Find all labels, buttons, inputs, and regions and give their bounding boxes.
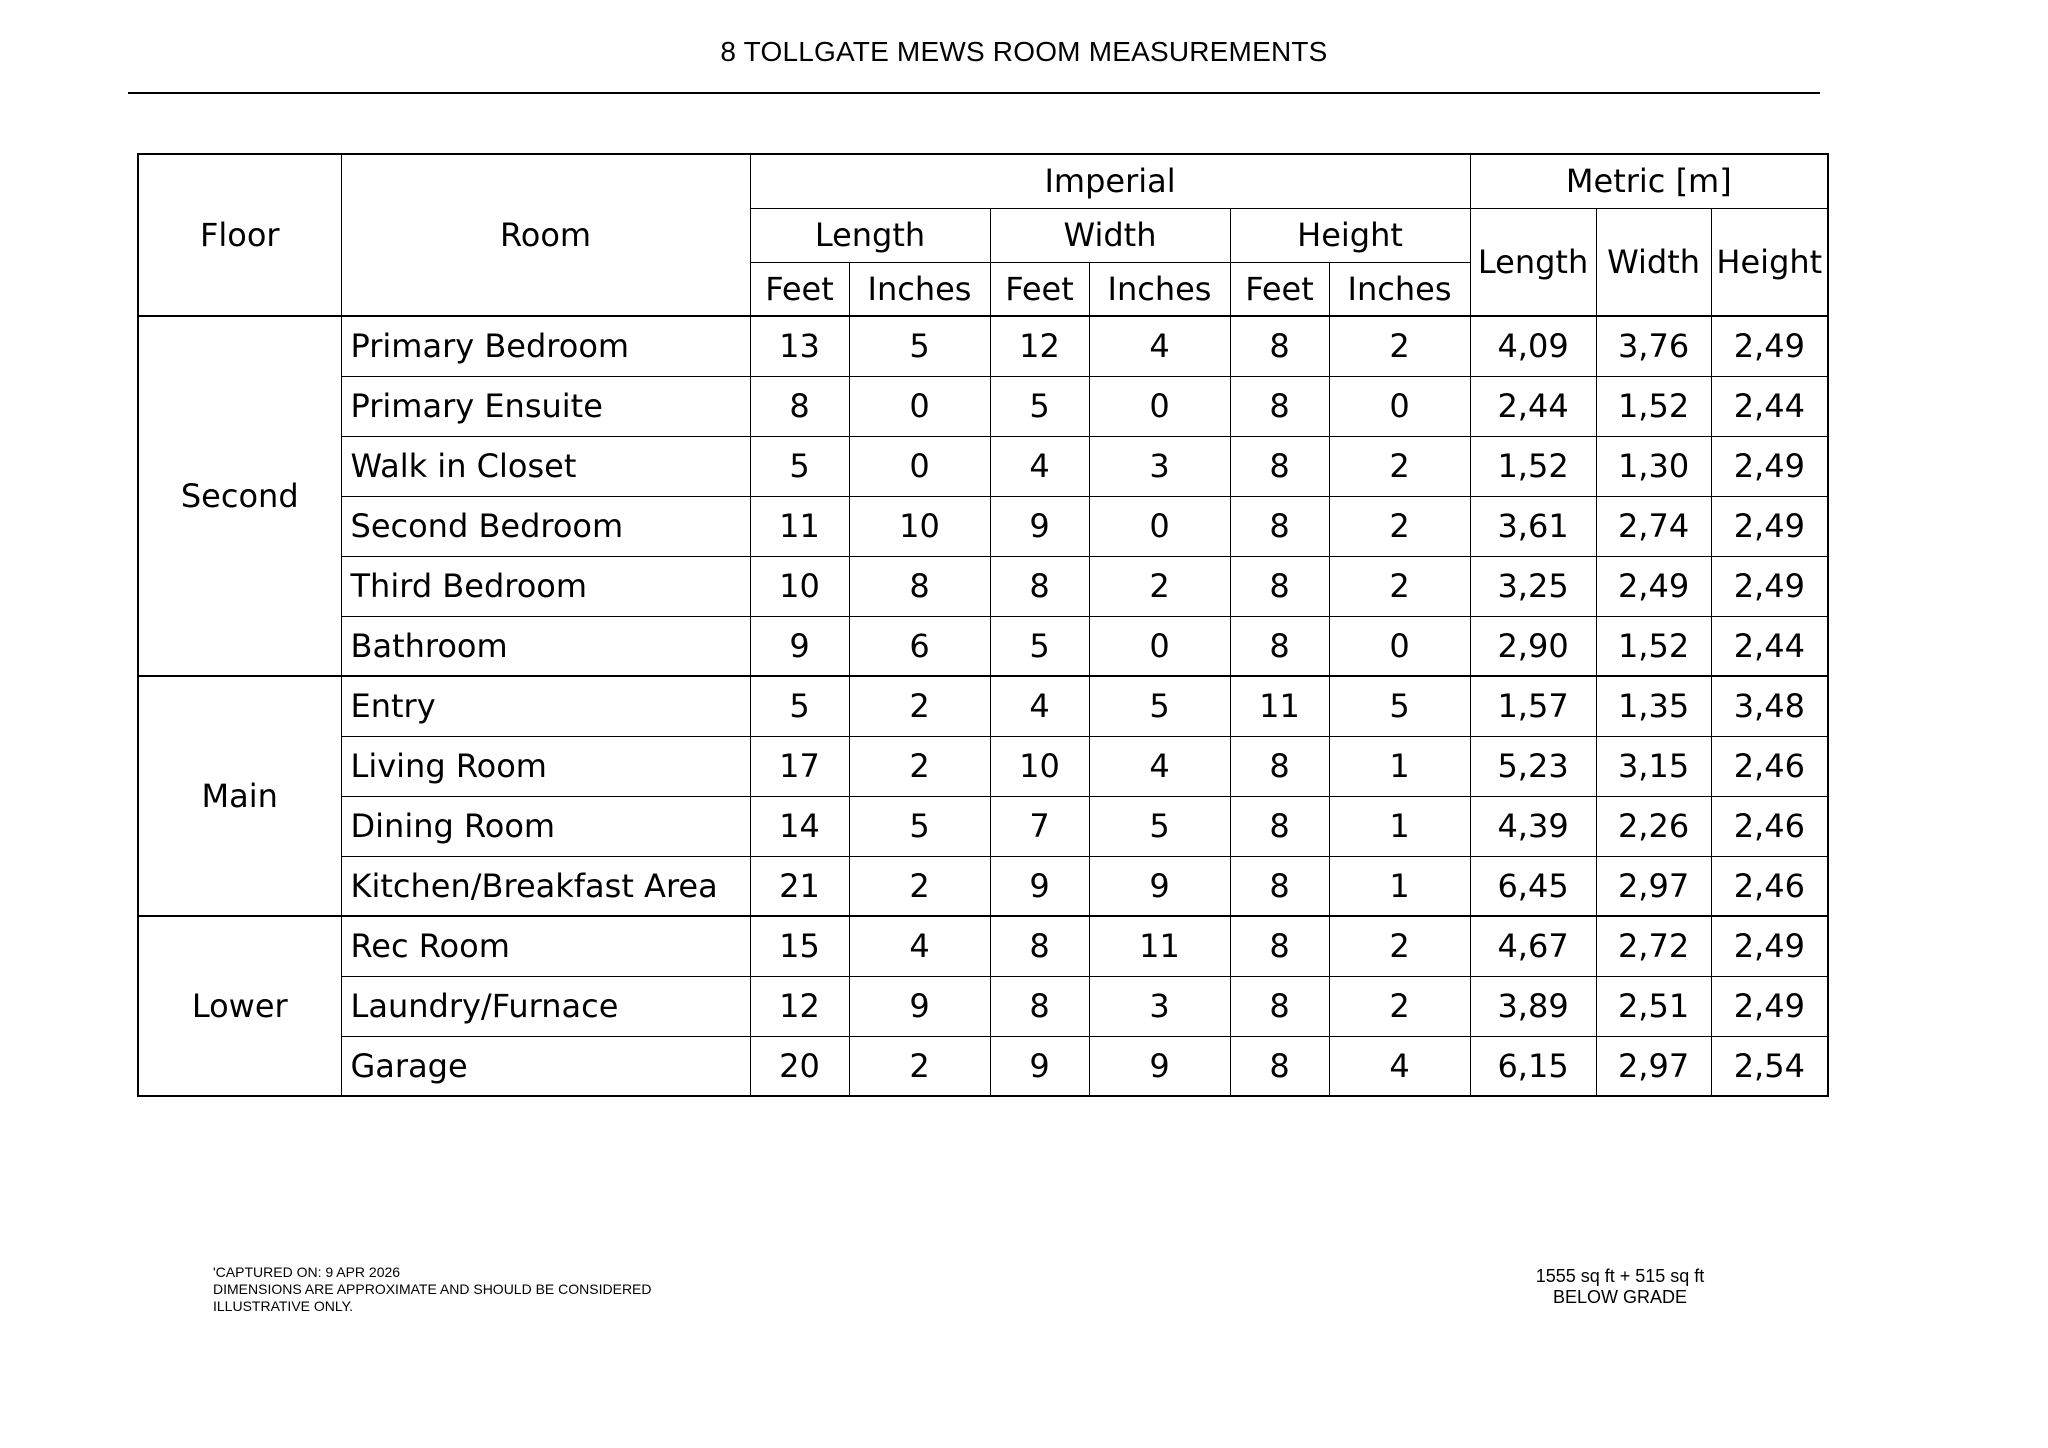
metric-height-cell: 2,44 [1711,616,1828,676]
header-imperial: Imperial [750,154,1470,208]
header-width-feet: Feet [990,262,1089,316]
width-feet-cell: 5 [990,376,1089,436]
page-title: 8 TOLLGATE MEWS ROOM MEASUREMENTS [720,36,1328,67]
metric-width-cell: 2,51 [1596,976,1711,1036]
header-metric: Metric [m] [1470,154,1828,208]
width-inches-cell: 11 [1089,916,1230,976]
length-inches-cell: 2 [849,856,990,916]
table-row [138,676,1828,736]
metric-height-cell: 2,49 [1711,436,1828,496]
header-imperial-width: Width [990,208,1230,262]
metric-width-cell: 2,74 [1596,496,1711,556]
metric-height-cell: 3,48 [1711,676,1828,736]
metric-height-cell: 2,49 [1711,316,1828,376]
height-feet-cell: 8 [1230,316,1329,376]
metric-height-cell: 2,49 [1711,556,1828,616]
metric-width-cell: 1,52 [1596,616,1711,676]
width-inches-cell: 5 [1089,676,1230,736]
width-inches-cell: 9 [1089,856,1230,916]
metric-height-cell: 2,49 [1711,976,1828,1036]
room-name-cell: Garage [341,1036,750,1096]
room-name-cell: Dining Room [341,796,750,856]
height-inches-cell: 0 [1329,616,1470,676]
header-metric-length: Length [1470,208,1596,316]
metric-height-cell: 2,46 [1711,736,1828,796]
metric-length-cell: 5,23 [1470,736,1596,796]
metric-height-cell: 2,49 [1711,916,1828,976]
length-feet-cell: 20 [750,1036,849,1096]
length-inches-cell: 5 [849,796,990,856]
length-inches-cell: 10 [849,496,990,556]
table-row [138,1036,1828,1096]
width-inches-cell: 3 [1089,976,1230,1036]
height-feet-cell: 8 [1230,556,1329,616]
height-feet-cell: 8 [1230,616,1329,676]
length-inches-cell: 8 [849,556,990,616]
room-name-cell: Primary Ensuite [341,376,750,436]
capture-note [213,1264,652,1315]
metric-width-cell: 2,49 [1596,556,1711,616]
area-below-grade-line: BELOW GRADE [1552,1287,1688,1307]
table-row [138,616,1828,676]
metric-height-cell: 2,44 [1711,376,1828,436]
table-row [138,436,1828,496]
metric-width-cell: 3,15 [1596,736,1711,796]
room-name-cell: Third Bedroom [341,556,750,616]
header-length-inches: Inches [849,262,990,316]
header-width-inches: Inches [1089,262,1230,316]
metric-length-cell: 2,44 [1470,376,1596,436]
length-feet-cell: 9 [750,616,849,676]
metric-width-cell: 2,97 [1596,1036,1711,1096]
width-inches-cell: 4 [1089,736,1230,796]
table-row [138,376,1828,436]
height-feet-cell: 11 [1230,676,1329,736]
height-inches-cell: 2 [1329,316,1470,376]
height-inches-cell: 1 [1329,736,1470,796]
metric-length-cell: 4,67 [1470,916,1596,976]
length-inches-cell: 0 [849,436,990,496]
metric-length-cell: 4,09 [1470,316,1596,376]
metric-length-cell: 3,89 [1470,976,1596,1036]
length-feet-cell: 13 [750,316,849,376]
width-feet-cell: 12 [990,316,1089,376]
width-feet-cell: 8 [990,916,1089,976]
metric-length-cell: 6,45 [1470,856,1596,916]
length-inches-cell: 0 [849,376,990,436]
width-feet-cell: 7 [990,796,1089,856]
width-feet-cell: 4 [990,676,1089,736]
metric-width-cell: 1,35 [1596,676,1711,736]
length-inches-cell: 2 [849,676,990,736]
width-feet-cell: 9 [990,856,1089,916]
length-inches-cell: 2 [849,736,990,796]
height-feet-cell: 8 [1230,376,1329,436]
length-feet-cell: 10 [750,556,849,616]
width-feet-cell: 10 [990,736,1089,796]
table-row [138,916,1828,976]
width-inches-cell: 0 [1089,496,1230,556]
area-total-line: 1555 sq ft + 515 sq ft [1535,1266,1705,1286]
room-name-cell: Walk in Closet [341,436,750,496]
room-name-cell: Rec Room [341,916,750,976]
height-inches-cell: 2 [1329,556,1470,616]
metric-width-cell: 3,76 [1596,316,1711,376]
floor-cell: Lower [138,916,341,1096]
room-name-cell: Primary Bedroom [341,316,750,376]
metric-length-cell: 1,52 [1470,436,1596,496]
width-inches-cell: 0 [1089,616,1230,676]
room-name-cell: Entry [341,676,750,736]
length-inches-cell: 4 [849,916,990,976]
width-inches-cell: 4 [1089,316,1230,376]
room-name-cell: Bathroom [341,616,750,676]
height-inches-cell: 2 [1329,916,1470,976]
floor-cell: Second [138,316,341,676]
height-feet-cell: 8 [1230,856,1329,916]
area-summary [1480,1266,1760,1308]
height-inches-cell: 5 [1329,676,1470,736]
width-feet-cell: 8 [990,556,1089,616]
table-row [138,976,1828,1036]
title-divider [128,92,1820,94]
metric-width-cell: 2,72 [1596,916,1711,976]
header-length-feet: Feet [750,262,849,316]
metric-length-cell: 6,15 [1470,1036,1596,1096]
metric-height-cell: 2,49 [1711,496,1828,556]
height-inches-cell: 2 [1329,436,1470,496]
table-row [138,856,1828,916]
header-floor: Floor [138,154,341,316]
length-inches-cell: 2 [849,1036,990,1096]
height-inches-cell: 1 [1329,796,1470,856]
height-inches-cell: 2 [1329,496,1470,556]
metric-length-cell: 2,90 [1470,616,1596,676]
length-feet-cell: 12 [750,976,849,1036]
width-feet-cell: 4 [990,436,1089,496]
metric-height-cell: 2,46 [1711,796,1828,856]
height-feet-cell: 8 [1230,1036,1329,1096]
room-name-cell: Kitchen/Breakfast Area [341,856,750,916]
height-feet-cell: 8 [1230,496,1329,556]
metric-length-cell: 1,57 [1470,676,1596,736]
width-inches-cell: 2 [1089,556,1230,616]
length-feet-cell: 8 [750,376,849,436]
width-inches-cell: 9 [1089,1036,1230,1096]
height-feet-cell: 8 [1230,736,1329,796]
length-feet-cell: 14 [750,796,849,856]
height-feet-cell: 8 [1230,976,1329,1036]
disclaimer-line-2: ILLUSTRATIVE ONLY. [213,1298,354,1314]
header-imperial-height: Height [1230,208,1470,262]
header-height-feet: Feet [1230,262,1329,316]
metric-length-cell: 3,61 [1470,496,1596,556]
length-feet-cell: 5 [750,436,849,496]
width-feet-cell: 8 [990,976,1089,1036]
height-feet-cell: 8 [1230,916,1329,976]
width-feet-cell: 9 [990,496,1089,556]
metric-width-cell: 2,26 [1596,796,1711,856]
metric-length-cell: 3,25 [1470,556,1596,616]
width-feet-cell: 9 [990,1036,1089,1096]
disclaimer-line-1: DIMENSIONS ARE APPROXIMATE AND SHOULD BE CONSIDERED [213,1281,652,1297]
room-measurements-table [137,153,1829,1097]
header-metric-height: Height [1711,208,1828,316]
width-feet-cell: 5 [990,616,1089,676]
length-feet-cell: 15 [750,916,849,976]
height-feet-cell: 8 [1230,796,1329,856]
capture-date-line: 'CAPTURED ON: 9 APR 2026 [213,1264,401,1280]
width-inches-cell: 3 [1089,436,1230,496]
length-feet-cell: 21 [750,856,849,916]
header-room: Room [341,154,750,316]
height-feet-cell: 8 [1230,436,1329,496]
height-inches-cell: 2 [1329,976,1470,1036]
height-inches-cell: 1 [1329,856,1470,916]
table-row [138,496,1828,556]
header-imperial-length: Length [750,208,990,262]
metric-width-cell: 1,52 [1596,376,1711,436]
width-inches-cell: 5 [1089,796,1230,856]
table-body [138,316,1828,1096]
width-inches-cell: 0 [1089,376,1230,436]
length-feet-cell: 5 [750,676,849,736]
length-inches-cell: 5 [849,316,990,376]
header-metric-width: Width [1596,208,1711,316]
table-row [138,796,1828,856]
metric-width-cell: 2,97 [1596,856,1711,916]
table-row [138,316,1828,376]
metric-height-cell: 2,54 [1711,1036,1828,1096]
room-name-cell: Living Room [341,736,750,796]
length-inches-cell: 9 [849,976,990,1036]
room-name-cell: Laundry/Furnace [341,976,750,1036]
height-inches-cell: 0 [1329,376,1470,436]
metric-width-cell: 1,30 [1596,436,1711,496]
table-row [138,736,1828,796]
metric-length-cell: 4,39 [1470,796,1596,856]
height-inches-cell: 4 [1329,1036,1470,1096]
table-header [138,154,1828,316]
table-row [138,556,1828,616]
length-feet-cell: 11 [750,496,849,556]
length-feet-cell: 17 [750,736,849,796]
room-name-cell: Second Bedroom [341,496,750,556]
length-inches-cell: 6 [849,616,990,676]
metric-height-cell: 2,46 [1711,856,1828,916]
header-height-inches: Inches [1329,262,1470,316]
floor-cell: Main [138,676,341,916]
